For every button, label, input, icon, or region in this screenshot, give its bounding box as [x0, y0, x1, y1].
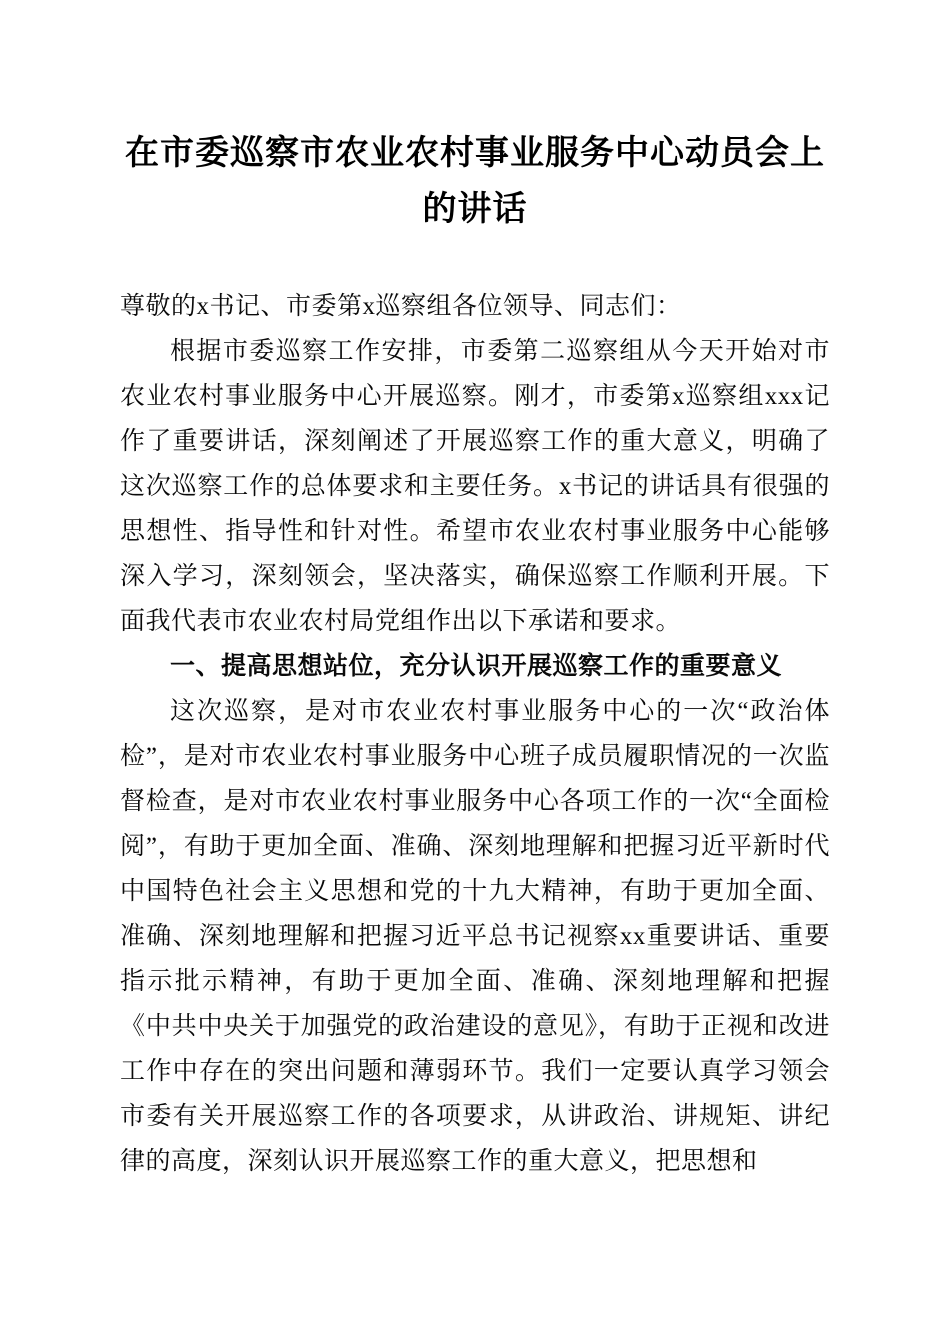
paragraph: 根据市委巡察工作安排，市委第二巡察组从今天开始对市农业农村事业服务中心开展巡察。刚才，市委第x巡察组xxx记作了重要讲话，深刻阐述了开展巡察工作的重大意义，明确了这次巡察工作的总体要求和主要任务。x书记的讲话具有很强的思想性、指导性和针对性。希望市农业农村事业服务中心能够深入学习，深刻领会，坚决落实，确保巡察工作顺利开展。下面我代表市农业农村局党组作出以下承诺和要求。 — [120, 338, 830, 635]
section-heading: 一、提高思想站位，充分认识开展巡察工作的重要意义 — [170, 652, 783, 680]
paragraph: 尊敬的x书记、市委第x巡察组各位领导、同志们： — [120, 293, 682, 320]
document-title: 在市委巡察市农业农村事业服务中心动员会上的讲话 — [125, 135, 825, 228]
paragraph: 这次巡察，是对市农业农村事业服务中心的一次“政治体检”，是对市农业农村事业服务中心班子成员履职情况的一次监督检查，是对市农业农村事业服务中心各项工作的一次“全面检阅”，有助于更加全面、准确、深刻地理解和把握习近平新时代中国特色社会主义思想和党的十九大精神，有助于更加全面、准确、深刻地理解和把握习近平总书记视察xx重要讲话、重要指示批示精神，有助于更加全面、准确、深刻地理解和把握《中共中央关于加强党的政治建设的意见》，有助于正视和改进工作中存在的突出问题和薄弱环节。我们一定要认真学习领会市委有关开展巡察工作的各项要求，从讲政治、讲规矩、讲纪律的高度，深刻认识开展巡察工作的重大意义，把思想和 — [120, 698, 830, 1175]
document-body — [120, 284, 830, 1184]
